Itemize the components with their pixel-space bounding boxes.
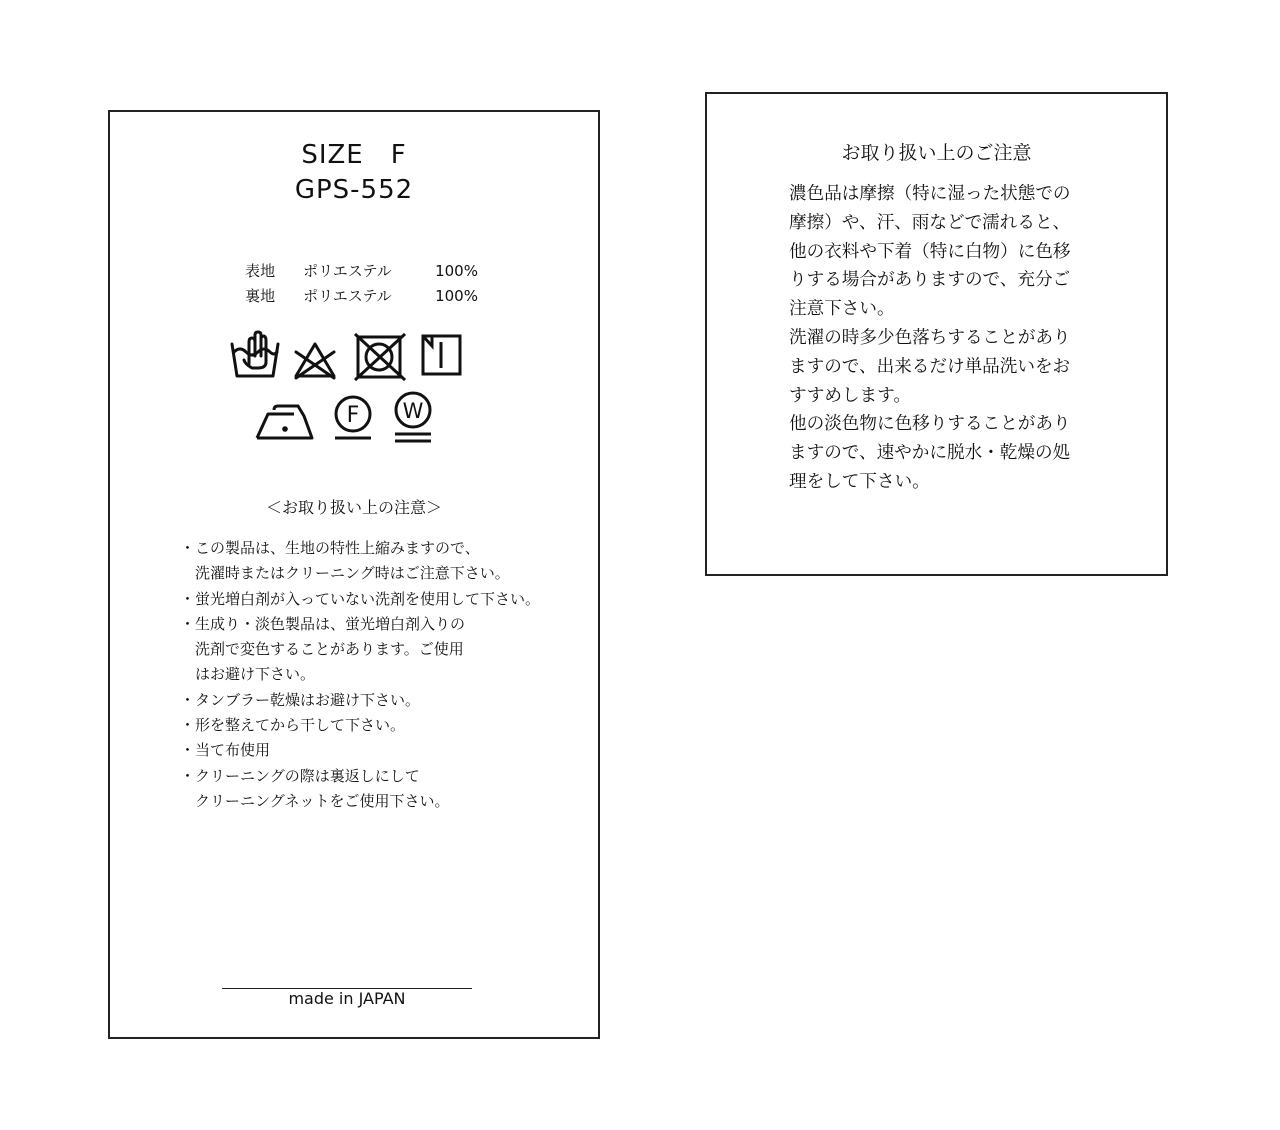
material-part: 裏地: [245, 287, 276, 305]
svg-text:W: W: [402, 399, 424, 423]
list-item: [180, 738, 590, 763]
no-tumble-dry-icon: [353, 332, 407, 382]
caution-text: 当て布使用: [195, 741, 271, 760]
caution-text: クリーニングの際は裏返しにして クリーニングネットをご使用下さい。: [195, 766, 450, 810]
notice-body: 濃色品は摩擦（特に湿った状態での 摩擦）や、汗、雨などで濡れると、 他の衣料や下着（特に白物）に色移 りする場合がありますので、充分ご 注意下さい。 洗濯の時多少色落ちすることがあり ますので、出来るだけ単品洗いをお すすめします。 他の淡色物に色移りすることがあり ますので、速やかに脱水・乾燥の処 理をして下さい。: [789, 184, 1071, 492]
model-number: GPS-552: [294, 175, 414, 205]
list-bullet: ・: [180, 741, 196, 760]
material-row-lining: [226, 267, 478, 324]
hand-wash-icon: [228, 330, 282, 382]
list-bullet: ・: [180, 589, 196, 608]
caution-text: タンブラー乾燥はお避け下さい。: [195, 690, 421, 709]
caution-text: 蛍光増白剤が入っていない洗剤を使用して下さい。: [195, 589, 541, 608]
no-bleach-icon: [292, 340, 338, 380]
wet-clean-w-icon: [391, 390, 435, 446]
material-fiber: ポリエステル: [303, 287, 392, 305]
svg-text:F: F: [346, 403, 360, 428]
dry-clean-f-icon: [332, 394, 374, 442]
material-percent: 100%: [435, 287, 478, 305]
care-label-card: [108, 110, 600, 1039]
material-fiber: ポリエステル: [303, 262, 392, 280]
size-text: SIZE F: [301, 140, 407, 170]
list-bullet: ・: [180, 539, 196, 557]
iron-low-temp-icon: [254, 398, 318, 442]
notice-card: [705, 92, 1168, 576]
country-of-origin: made in JAPAN: [288, 989, 406, 1008]
caution-text: 生成り・淡色製品は、蛍光増白剤入りの 洗剤で変色することがあります。ご使用 はお避け下さい。: [195, 614, 466, 684]
list-bullet: ・: [180, 716, 196, 735]
list-item: [180, 688, 590, 713]
line-dry-shade-icon: [420, 332, 464, 378]
care-symbols: [110, 328, 598, 448]
caution-list: [180, 536, 590, 814]
caution-text: 形を整えてから干して下さい。: [195, 716, 406, 735]
material-part: 表地: [245, 262, 276, 280]
caution-heading: ＜お取り扱い上の注意＞: [265, 498, 442, 517]
notice-heading: お取り扱い上のご注意: [841, 142, 1032, 164]
list-bullet: ・: [180, 690, 196, 709]
material-percent: 100%: [435, 262, 478, 280]
caution-text: この製品は、生地の特性上縮みますので、 洗濯時またはクリーニング時はご注意下さい。: [195, 539, 510, 583]
list-bullet: ・: [180, 614, 196, 633]
list-item: [180, 536, 590, 587]
list-bullet: ・: [180, 766, 196, 785]
list-item: [180, 587, 590, 612]
list-item: [180, 612, 590, 688]
list-item: [180, 713, 590, 738]
list-item: [180, 764, 590, 815]
